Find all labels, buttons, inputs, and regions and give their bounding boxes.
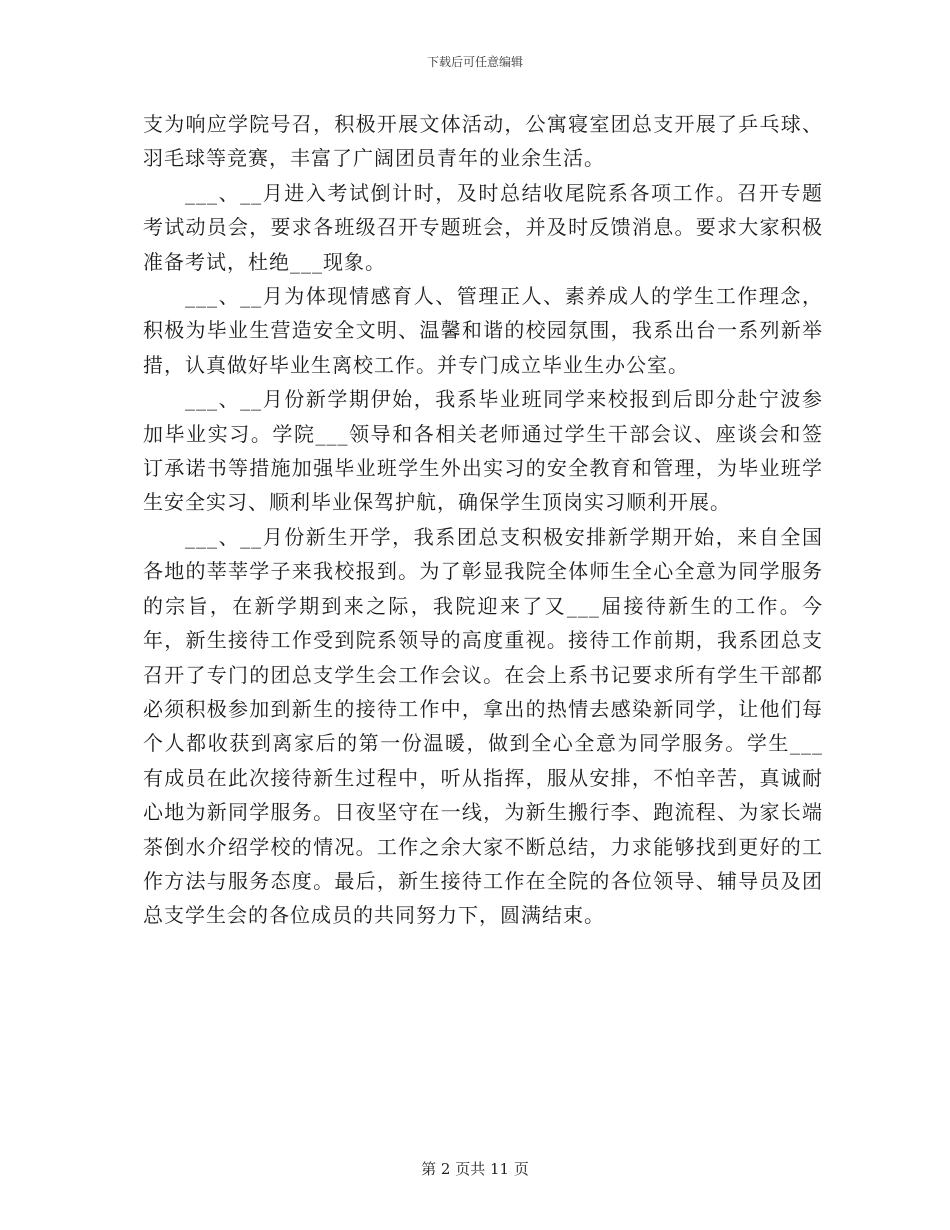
paragraph-1: 支为响应学院号召，积极开展文体活动，公寓寝室团总支开展了乒乓球、羽毛球等竞赛，丰富了广阔团员青年的业余生活。 — [143, 112, 823, 171]
paragraph-2: ___、__月进入考试倒计时，及时总结收尾院系各项工作。召开专题考试动员会，要求各班级召开专题班会，并及时反馈消息。要求大家积极准备考试，杜绝___现象。 — [143, 180, 823, 274]
paragraph-4: ___、__月份新学期伊始，我系毕业班同学来校报到后即分赴宁波参加毕业实习。学院___领导和各相关老师通过学生干部会议、座谈会和签订承诺书等措施加强毕业班学生外出实习的安全教育和管理，为毕业班学生安全实习、顺利毕业保驾护航，确保学生顶岗实习顺利开展。 — [143, 387, 823, 515]
page-header: 下载后可任意编辑 — [426, 55, 523, 69]
paragraph-3: ___、__月为体现情感育人、管理正人、素养成人的学生工作理念，积极为毕业生营造安全文明、温馨和谐的校园氛围，我系出台一系列新举措，认真做好毕业生离校工作。并专门成立毕业生办公室。 — [143, 284, 823, 377]
document-body — [143, 107, 823, 933]
page-footer: 第 2 页共 11 页 — [421, 1160, 529, 1178]
paragraph-5: ___、__月份新生开学，我系团总支积极安排新学期开始，来自全国各地的莘莘学子来我校报到。为了彰显我院全体师生全心全意为同学服务的宗旨，在新学期到来之际，我院迎来了又___届接待新生的工作。今年，新生接待工作受到院系领导的高度重视。接待工作前期，我系团总支召开了专门的团总支学生会工作会议。在会上系书记要求所有学生干部都必须积极参加到新生的接待工作中，拿出的热情去感染新同学，让他们每个人都收获到离家后的第一份温暖，做到全心全意为同学服务。学生___有成员在此次接待新生过程中，听从指挥，服从安排，不怕辛苦，真诚耐心地为新同学服务。日夜坚守在一线，为新生搬行李、跑流程、为家长端茶倒水介绍学校的情况。工作之余大家不断总结，力求能够找到更好的工作方法与服务态度。最后，新生接待工作在全院的各位领导、辅导员及团总支学生会的各位成员的共同努力下，圆满结束。 — [143, 524, 823, 928]
